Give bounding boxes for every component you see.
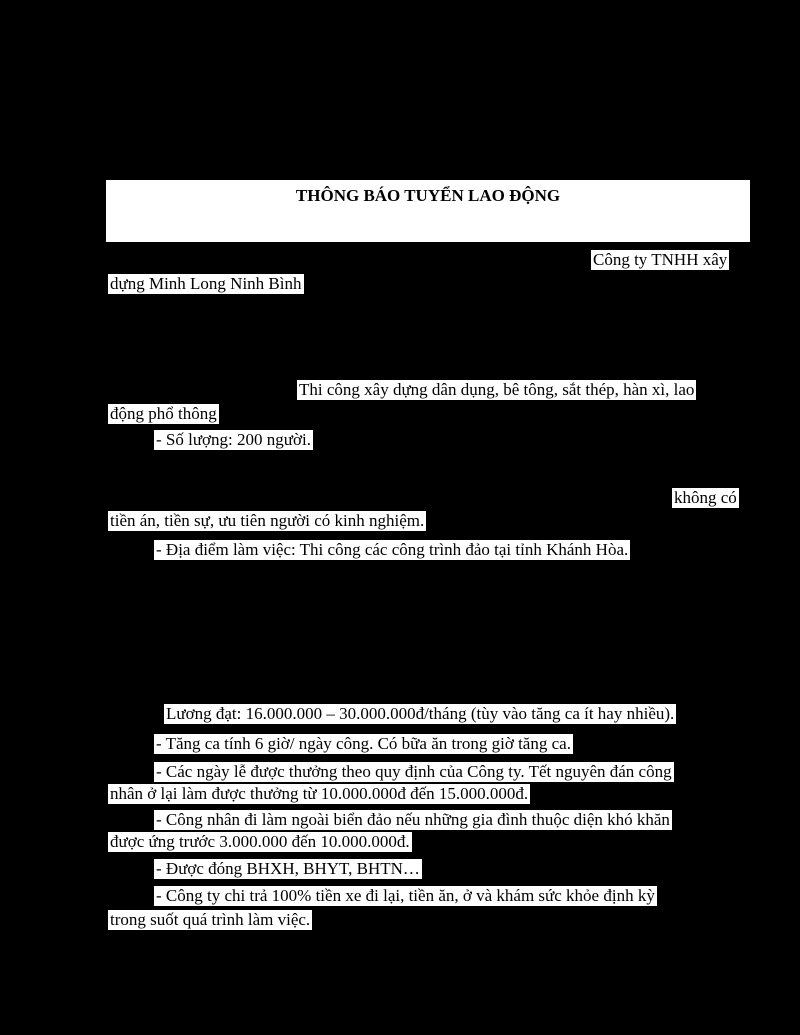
company-line-2: dựng Minh Long Ninh Bình (110, 274, 302, 293)
company-line-1: Công ty TNHH xây (593, 250, 728, 269)
job-line-1: Thi công xây dựng dân dụng, bê tông, sắt thép, hàn xì, lao (299, 380, 695, 399)
insurance-line: - Được đóng BHXH, BHYT, BHTN… (156, 859, 420, 878)
requirements-line-1: không có (674, 488, 737, 507)
job-line-2: động phổ thông (110, 404, 217, 423)
title-band (106, 180, 750, 242)
advance-line-1: - Công nhân đi làm ngoài biển đảo nếu những gia đình thuộc diện khó khăn (156, 810, 670, 829)
page-title: THÔNG BÁO TUYỂN LAO ĐỘNG (295, 186, 561, 205)
holidays-line-2: nhân ở lại làm được thưởng từ 10.000.000đ đến 15.000.000đ. (110, 784, 529, 803)
holidays-line-1: - Các ngày lễ được thưởng theo quy định của Công ty. Tết nguyên đán công (156, 762, 672, 781)
expenses-line-2: trong suốt quá trình làm việc. (110, 910, 311, 929)
requirements-line-2: tiền án, tiền sự, ưu tiên người có kinh nghiệm. (110, 511, 425, 530)
quantity-line: - Số lượng: 200 người. (156, 430, 311, 449)
expenses-line-1: - Công ty chi trả 100% tiền xe đi lại, tiền ăn, ở và khám sức khỏe định kỳ (156, 886, 655, 905)
advance-line-2: được ứng trước 3.000.000 đến 10.000.000đ. (110, 832, 410, 851)
location-line: - Địa điểm làm việc: Thi công các công trình đảo tại tỉnh Khánh Hòa. (156, 540, 629, 559)
salary-line: Lương đạt: 16.000.000 – 30.000.000đ/tháng (tùy vào tăng ca ít hay nhiều). (166, 704, 675, 723)
overtime-line: - Tăng ca tính 6 giờ/ ngày công. Có bữa ăn trong giờ tăng ca. (156, 734, 571, 753)
